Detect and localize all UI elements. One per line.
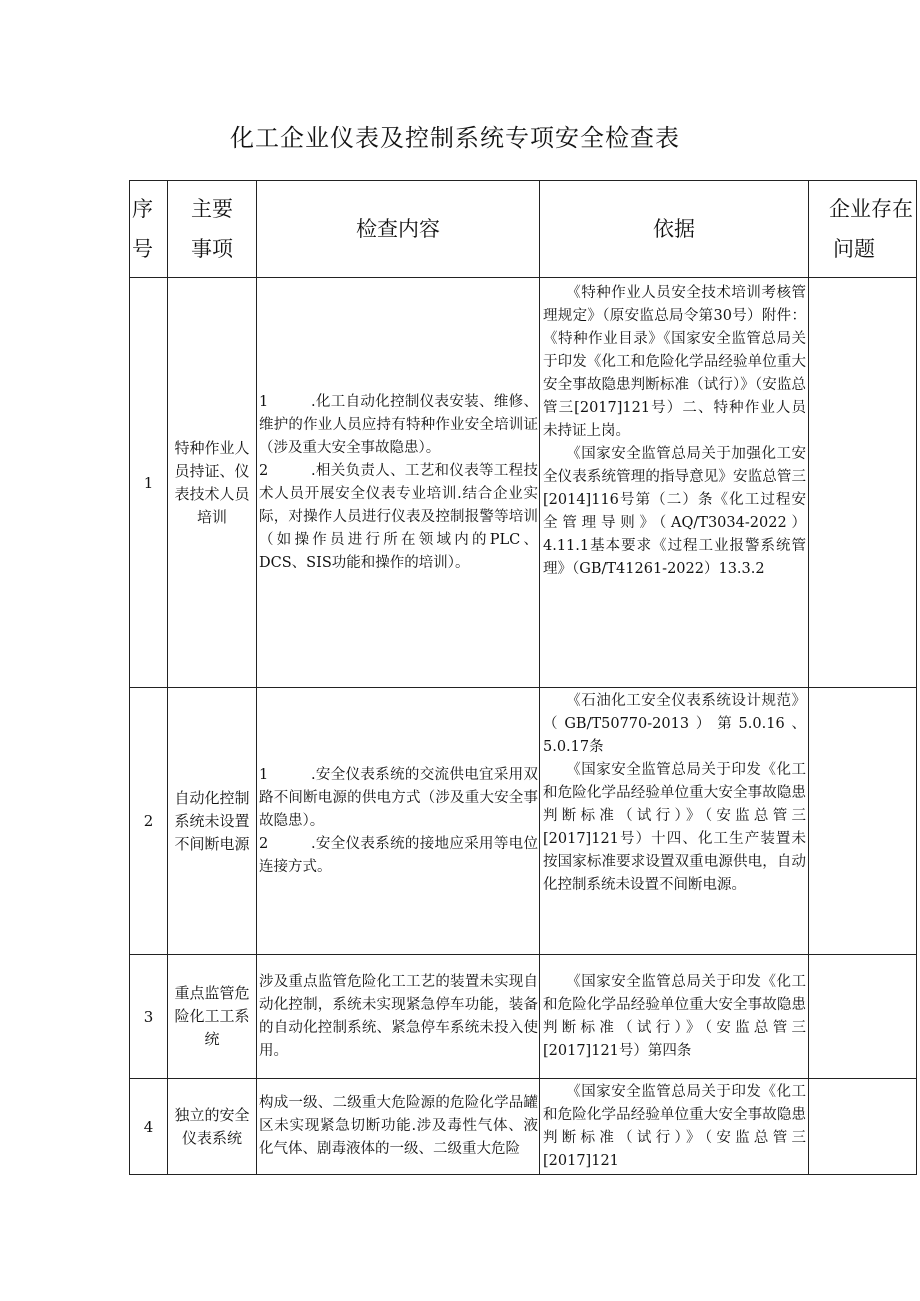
header-item: 主要 事项 <box>168 181 257 278</box>
content-clause: 2 .相关负责人、工艺和仪表等工程技术人员开展安全仪表专业培训.结合企业实际，对操作人员进行仪表及控制报警等培训（如操作员进行所在领域内的PLC、DCS、SIS功能和操作的培训）。 <box>259 462 538 571</box>
basis-paragraph: 《石油化工安全仪表系统设计规范》（GB/T50770-2013）第5.0.16、5.0.17条 <box>543 693 806 755</box>
row-basis <box>540 1079 809 1175</box>
table-row <box>130 688 917 955</box>
table-row <box>130 1079 917 1175</box>
row-basis <box>540 278 809 688</box>
row-item: 自动化控制系统未设置不间断电源 <box>168 688 257 955</box>
row-number: 1 <box>130 278 168 688</box>
basis-paragraph: 《国家安全监管总局关于印发《化工和危险化学品经验单位重大安全事故隐患判断标准（试行）》（安监总管三[2017]121 <box>543 1083 806 1169</box>
row-content <box>257 278 540 688</box>
row-issue <box>809 955 917 1079</box>
header-issue: 企业存在 问题 <box>809 181 917 278</box>
row-content <box>257 955 540 1079</box>
content-clause: 2 .安全仪表系统的接地应采用等电位连接方式。 <box>259 835 538 875</box>
header-basis: 依据 <box>540 181 809 278</box>
content-clause: 涉及重点监管危险化工工艺的装置未实现自动化控制，系统未实现紧急停车功能，装备的自动化控制系统、紧急停车系统未投入使用。 <box>259 973 538 1059</box>
table-row <box>130 955 917 1079</box>
basis-paragraph: 《国家安全监管总局关于加强化工安全仪表系统管理的指导意见》安监总管三[2014]116号第（二）条《化工过程安全管理导则》（AQ/T3034-2022）4.11.1基本要求《过程工业报警系统管理》（GB/T41261-2022）13.3.2 <box>543 446 806 577</box>
header-row <box>130 181 917 278</box>
row-number: 2 <box>130 688 168 955</box>
row-item: 重点监管危险化工工系统 <box>168 955 257 1079</box>
basis-paragraph: 《特种作业人员安全技术培训考核管理规定》（原安监总局令第30号）附件：《特种作业目录》《国家安全监管总局关于印发《化工和危险化学品经验单位重大安全事故隐患判断标准（试行）》（安监总管三[2017]121号）二、特种作业人员未持证上岗。 <box>543 285 806 439</box>
row-issue <box>809 1079 917 1175</box>
header-seq: 序 号 <box>130 181 168 278</box>
row-issue <box>809 688 917 955</box>
basis-paragraph: 《国家安全监管总局关于印发《化工和危险化学品经验单位重大安全事故隐患判断标准（试行）》（安监总管三[2017]121号）十四、化工生产装置未按国家标准要求设置双重电源供电，自动化控制系统未设置不间断电源。 <box>543 762 806 893</box>
inspection-table <box>129 180 917 1175</box>
row-item: 特种作业人员持证、仪表技术人员培训 <box>168 278 257 688</box>
row-item: 独立的安全仪表系统 <box>168 1079 257 1175</box>
row-number: 4 <box>130 1079 168 1175</box>
header-content: 检查内容 <box>257 181 540 278</box>
row-issue <box>809 278 917 688</box>
page-title: 化工企业仪表及控制系统专项安全检查表 <box>230 124 680 152</box>
row-basis <box>540 955 809 1079</box>
row-content <box>257 1079 540 1175</box>
row-number: 3 <box>130 955 168 1079</box>
basis-paragraph: 《国家安全监管总局关于印发《化工和危险化学品经验单位重大安全事故隐患判断标准（试行）》（安监总管三[2017]121号）第四条 <box>543 973 806 1059</box>
table-row <box>130 278 917 688</box>
row-content <box>257 688 540 955</box>
content-clause: 1 .安全仪表系统的交流供电宜采用双路不间断电源的供电方式（涉及重大安全事故隐患）。 <box>259 766 538 829</box>
content-clause: 1 .化工自动化控制仪表安装、维修、维护的作业人员应持有特种作业安全培训证（涉及重大安全事故隐患）。 <box>259 393 538 456</box>
content-clause: 构成一级、二级重大危险源的危险化学品罐区未实现紧急切断功能.涉及毒性气体、液化气体、剧毒液体的一级、二级重大危险 <box>259 1095 538 1157</box>
row-basis <box>540 688 809 955</box>
